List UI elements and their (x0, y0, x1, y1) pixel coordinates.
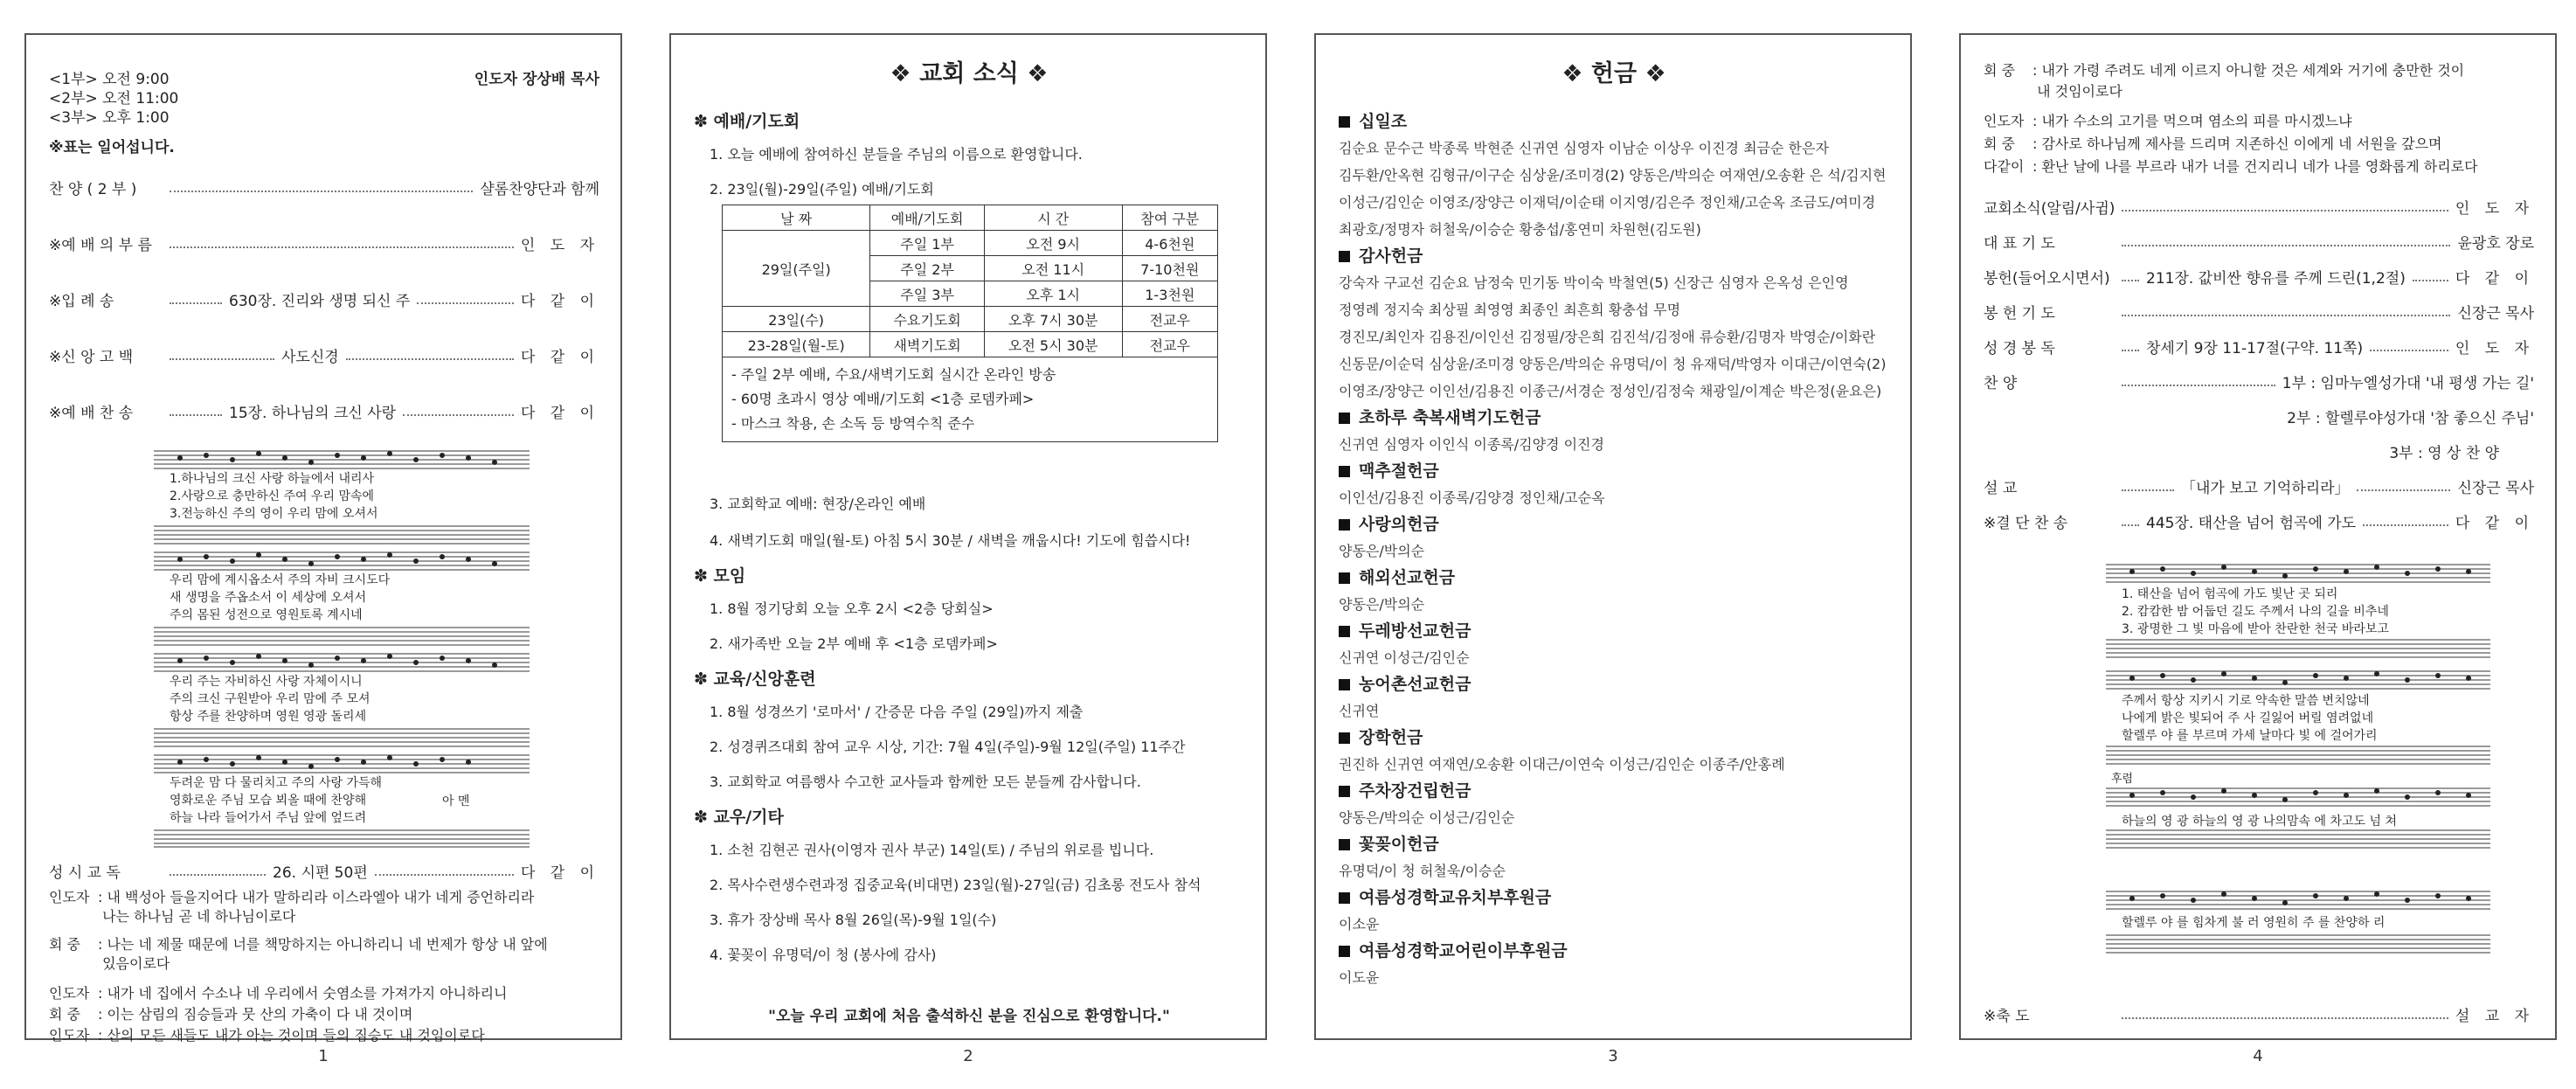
responsive-reading-10: 인도자 : 내가 수소의 고기를 먹으며 염소의 피를 마시겠느냐 (1984, 113, 2352, 129)
order-creed: ※신 앙 고 백 사도신경 다 같 이 (49, 349, 599, 366)
service-time-2: <2부> 오전 11:00 (49, 90, 179, 108)
offering-names: 정영례 정지숙 최상필 최영영 최종인 최흔희 황충섭 무명 (1339, 302, 1681, 318)
square-bullet-icon (1339, 466, 1350, 477)
offering-names: 양동은/박의순 이성근/김인순 (1339, 809, 1515, 826)
square-bullet-icon (1339, 251, 1350, 262)
offering-group-title: 두레방선교헌금 (1339, 618, 1889, 644)
welcome-footer: "오늘 우리 교회에 처음 출석하신 분을 진심으로 환영합니다." (768, 1008, 1170, 1025)
hymn-verses-line-1: 1.하나님의 크신 사랑 하늘에서 내리사 2.사랑으로 충만하신 주여 우리 맘속에 3.전능하신 주의 영이 우리 맘에 오셔서 (170, 472, 378, 521)
stand-note: ※표는 일어섭니다. (49, 139, 175, 156)
offering-group-title: 사랑의헌금 (1339, 511, 1889, 538)
worship-item-4: 4. 새벽기도회 매일(월-토) 아침 5시 30분 / 새벽을 깨웁시다! 기도에 힘씁시다! (710, 532, 1191, 549)
meeting-item-2: 2. 새가족반 오늘 2부 예배 후 <1층 로뎀카페> (710, 635, 998, 652)
order-choir: 찬 양 1부 : 임마누엘성가대 '내 평생 가는 길' (1984, 375, 2534, 392)
responsive-reading-1: 인도자 : 내 백성아 들을지어다 내가 말하리라 이스라엘아 내가 네게 증언하리라 (49, 889, 535, 905)
responsive-reading-8: 회 중 : 내가 가령 주려도 네게 이르지 아니할 것은 세계와 거기에 충만한 것이 (1984, 62, 2465, 79)
table-row: 23일(수) 수요기도회 오후 7시 30분 전교우 (723, 307, 1218, 332)
square-bullet-icon (1339, 946, 1350, 957)
education-item-3: 3. 교회학교 여름행사 수고한 교사들과 함께한 모든 분들께 감사합니다. (710, 773, 1141, 790)
section-members: ✽ 교우/기타 (694, 808, 784, 827)
choir-2: 2부 : 할렐루야성가대 '참 좋으신 주님' (2287, 410, 2534, 427)
responsive-reading-11: 회 중 : 감사로 하나님께 제사를 드리며 지존하신 이에게 네 서원을 갚으며 (1984, 135, 2442, 152)
offering-names: 유명덕/이 청 허철욱/이승순 (1339, 863, 1506, 879)
choir-3: 3부 : 영 상 찬 양 (2389, 445, 2499, 462)
square-bullet-icon (1339, 679, 1350, 690)
offering-group-title: 여름성경학교유치부후원금 (1339, 884, 1889, 911)
meeting-item-1: 1. 8월 정기당회 오늘 오후 2시 <2층 당회실> (710, 600, 994, 617)
offering-group-title: 초하루 축복새벽기도헌금 (1339, 405, 1889, 431)
square-bullet-icon (1339, 519, 1350, 531)
offering-group-title: 장학헌금 (1339, 725, 1889, 751)
hymn-verses-line-3: 우리 주는 자비하신 사랑 자체이시니 주의 크신 구원받아 우리 맘에 주 모셔 항상 주를 찬양하며 영원 영광 돌리세 (170, 675, 370, 724)
responsive-reading-6: 회 중 : 이는 삼림의 짐승들과 뭇 산의 가축이 다 내 것이며 (49, 1006, 413, 1023)
table-row: 주일 3부 오후 1시 1-3천원 (723, 281, 1218, 307)
education-item-1: 1. 8월 성경쓰기 '로마서' / 간증문 다음 주일 (29일)까지 제출 (710, 704, 1084, 720)
order-scripture-reading: 성 시 교 독 26. 시편 50편 다 같 이 (49, 864, 599, 882)
square-bullet-icon (1339, 626, 1350, 637)
hymn-amen: 아 멘 (442, 794, 470, 808)
members-item-1: 1. 소천 김현곤 권사(이영자 권사 부군) 14일(토) / 주님의 위로를 빕니다. (710, 842, 1154, 858)
offering-names: 신동문/이순덕 심상윤/조미경 양동은/박의순 유명덕/이 청 유재덕/박영자 이대근/이연숙(2) (1339, 356, 1887, 372)
page-number-2: 2 (963, 1047, 973, 1065)
hymn-445-refrain-2: 할렐루 야 를 힘차게 불 러 영원히 주 를 찬양하 리 (2122, 916, 2386, 930)
offering-group-title: 주차장건립헌금 (1339, 778, 1889, 804)
order-entrance-hymn: ※입 례 송 630장. 진리와 생명 되신 주 다 같 이 (49, 293, 599, 310)
offering-group-title: 맥추절헌금 (1339, 458, 1889, 484)
offering-names: 신귀연 이성근/김인순 (1339, 649, 1470, 666)
page-1 (24, 33, 622, 1044)
news-title: ❖ 교회 소식 ❖ (890, 60, 1049, 87)
service-time-3: <3부> 오후 1:00 (49, 109, 170, 127)
offering-names: 양동은/박의순 (1339, 543, 1425, 559)
members-item-3: 3. 휴가 장상배 목사 8월 26일(목)-9월 1일(수) (710, 912, 997, 928)
worship-item-3: 3. 교회학교 예배: 현장/온라인 예배 (710, 496, 926, 512)
worship-item-1: 1. 오늘 예배에 참여하신 분들을 주님의 이름으로 환영합니다. (710, 146, 1083, 163)
offering-group-title: 농어촌선교헌금 (1339, 671, 1889, 697)
responsive-reading-5: 인도자 : 내가 네 집에서 수소나 네 우리에서 숫염소를 가져가지 아니하리니 (49, 985, 508, 1002)
offering-title: ❖ 헌금 ❖ (1562, 60, 1666, 87)
section-worship: ✽ 예배/기도회 (694, 112, 800, 131)
square-bullet-icon (1339, 116, 1350, 128)
responsive-reading-12: 다같이 : 환난 날에 나를 부르라 내가 너를 건지리니 네가 나를 영화롭게 하리로다 (1984, 158, 2478, 175)
offering-names: 이영조/장양근 이인선/김용진 이종근/서경순 정성인/김정숙 채광일/이계순 박은정(윤요은) (1339, 383, 1882, 399)
offering-names: 신귀연 (1339, 703, 1380, 719)
square-bullet-icon (1339, 839, 1350, 850)
square-bullet-icon (1339, 732, 1350, 744)
offering-names: 이도윤 (1339, 969, 1380, 986)
offering-names: 양동은/박의순 (1339, 596, 1425, 613)
offering-names: 김두환/안옥현 김형규/이구순 심상윤/조미경(2) 양동은/박의순 여재연/오송환 은 석/김지현 (1339, 167, 1887, 184)
worship-schedule-table (722, 205, 1218, 442)
leader-name: 인도자 장상배 목사 (474, 71, 599, 88)
offering-names: 최광호/정명자 허철욱/이승순 황충섭/홍연미 차원현(김도원) (1339, 221, 1701, 238)
section-education: ✽ 교육/신앙훈련 (694, 669, 816, 689)
square-bullet-icon (1339, 413, 1350, 424)
service-time-1: <1부> 오전 9:00 (49, 71, 170, 88)
square-bullet-icon (1339, 892, 1350, 904)
page-number-1: 1 (318, 1047, 329, 1065)
table-row: 주일 2부 오전 11시 7-10천원 (723, 256, 1218, 281)
responsive-reading-7: 인도자 : 산의 모든 새들도 내가 아는 것이며 들의 짐승도 내 것임이로다 (49, 1027, 485, 1044)
offering-names: 김순요 문수근 박종록 박현준 신귀연 심영자 이남순 이상우 이진경 최금순 한은자 (1339, 140, 1829, 156)
responsive-reading-2: 나는 하나님 곧 네 하나님이로다 (98, 908, 296, 925)
responsive-reading-4: 있음이로다 (98, 955, 170, 972)
offering-group-title: 꽃꽂이헌금 (1339, 831, 1889, 857)
offering-names: 권진하 신귀연 여재연/오송환 이대근/이연숙 이성근/김인순 이종주/안홍례 (1339, 756, 1785, 773)
hymn-445-refrain-1: 하늘의 영 광 하늘의 영 광 나의맘속 에 차고도 넘 쳐 (2122, 815, 2397, 829)
offering-names: 이소윤 (1339, 916, 1380, 933)
square-bullet-icon (1339, 786, 1350, 797)
page-number-4: 4 (2253, 1047, 2263, 1065)
hymn-score-445 (2106, 559, 2490, 991)
offering-list (1339, 108, 1889, 991)
education-item-2: 2. 성경퀴즈대회 참여 교우 시상, 기간: 7월 4일(주일)-9월 12일(주일) 11주간 (710, 739, 1186, 755)
section-meetings: ✽ 모임 (694, 566, 746, 586)
offering-names: 강숙자 구교선 김순요 남정숙 민기동 박이숙 박철연(5) 신장근 심영자 은옥성 은인영 (1339, 274, 1849, 291)
offering-names: 이성근/김인순 이영조/장양근 이재덕/이순태 이지영/김은주 정인채/고순옥 조금도/여미경 (1339, 194, 1876, 211)
responsive-reading-9: 내 것임이로다 (2032, 83, 2122, 100)
order-worship-hymn: ※예 배 찬 송 15장. 하나님의 크신 사랑 다 같 이 (49, 405, 599, 422)
offering-group-title: 십일조 (1339, 108, 1889, 135)
offering-group-title: 감사헌금 (1339, 243, 1889, 269)
members-item-2: 2. 목사수련생수련과정 집중교육(비대면) 23일(월)-27일(금) 김초롱 전도사 참석 (710, 877, 1201, 893)
hymn-445-verses-1: 1. 태산을 넘어 험곡에 가도 빛난 곳 되리 2. 캄캄한 밤 어둡던 길도 주께서 나의 길을 비추네 3. 광명한 그 빛 마음에 받아 찬란한 천국 바라보고 (2122, 587, 2389, 636)
order-call: ※예 배 의 부 름 인 도 자 (49, 237, 599, 254)
page-3 (1314, 33, 1912, 1040)
order-offering: 봉헌(들어오시면서) 211장. 값비싼 향유를 주께 드린(1,2절) 다 같 이 (1984, 270, 2534, 288)
order-benediction: ※축 도 설 교 자 (1984, 1008, 2534, 1025)
table-header-row: 날 짜 예배/기도회 시 간 참여 구분 (723, 205, 1218, 231)
order-closing-hymn: ※결 단 찬 송 445장. 태산을 넘어 험곡에 가도 다 같 이 (1984, 515, 2534, 532)
table-notes-row: - 주일 2부 예배, 수요/새벽기도회 실시간 온라인 방송 - 60명 초과시 영상 예배/기도회 <1층 로뎀카페> - 마스크 착용, 손 소독 등 방역수칙 준수 (723, 357, 1218, 442)
order-announcements: 교회소식(알림/사귐) 인 도 자 (1984, 200, 2534, 218)
page-number-3: 3 (1608, 1047, 1618, 1065)
hymn-score-15 (154, 446, 530, 851)
offering-names: 경진모/최인자 김용진/이인선 김정필/장은희 김진석/김정애 류승환/김명자 박영순/이화란 (1339, 329, 1876, 345)
order-sermon: 설 교 「내가 보고 기억하리라」 신장근 목사 (1984, 480, 2534, 497)
offering-group-title: 여름성경학교어린이부후원금 (1339, 938, 1889, 964)
hymn-445-verses-2: 주께서 항상 지키시 기로 약속한 말씀 변치않네 나에게 밝은 빛되어 주 사 길잃어 버릴 염려없네 할렐루 야 를 부르며 가세 날마다 빛 에 걸어가리 (2122, 694, 2378, 743)
order-bible-reading: 성 경 봉 독 창세기 9장 11-17절(구약. 11쪽) 인 도 자 (1984, 340, 2534, 357)
worship-item-2: 2. 23일(월)-29일(주일) 예배/기도회 (710, 181, 934, 198)
hymn-verses-line-4: 두려운 맘 다 물리치고 주의 사랑 가득해 영화로운 주님 모습 뵈올 때에 찬양해 하늘 나라 들어가서 주님 앞에 엎드려 (170, 776, 383, 825)
offering-names: 신귀연 심영자 이인식 이종록/김양경 이진경 (1339, 436, 1604, 453)
table-row: 29일(주일) 주일 1부 오전 9시 4-6천원 (723, 231, 1218, 256)
offering-names: 이인선/김용진 이종록/김양경 정인채/고순옥 (1339, 489, 1605, 506)
table-row: 23-28일(월-토) 새벽기도회 오전 5시 30분 전교우 (723, 332, 1218, 357)
offering-group-title: 해외선교헌금 (1339, 565, 1889, 591)
order-offering-prayer: 봉 헌 기 도 신장근 목사 (1984, 305, 2534, 323)
members-item-4: 4. 꽃꽂이 유명덕/이 청 (봉사에 감사) (710, 947, 937, 963)
page-2 (669, 33, 1267, 1040)
order-praise: 찬 양 ( 2 부 ) 샬롬찬양단과 함께 (49, 181, 599, 198)
square-bullet-icon (1339, 572, 1350, 584)
refrain-label: 후렴 (2111, 773, 2134, 786)
responsive-reading-3: 회 중 : 나는 네 제물 때문에 너를 책망하지는 아니하리니 네 번제가 항상 내 앞에 (49, 936, 548, 953)
hymn-verses-line-2: 우리 맘에 계시옵소서 주의 자비 크시도다 새 생명을 주옵소서 이 세상에 오셔서 주의 몸된 성전으로 영원토록 계시네 (170, 573, 391, 622)
order-prayer: 대 표 기 도 윤광호 장로 (1984, 235, 2534, 253)
page-4 (1959, 33, 2557, 1040)
